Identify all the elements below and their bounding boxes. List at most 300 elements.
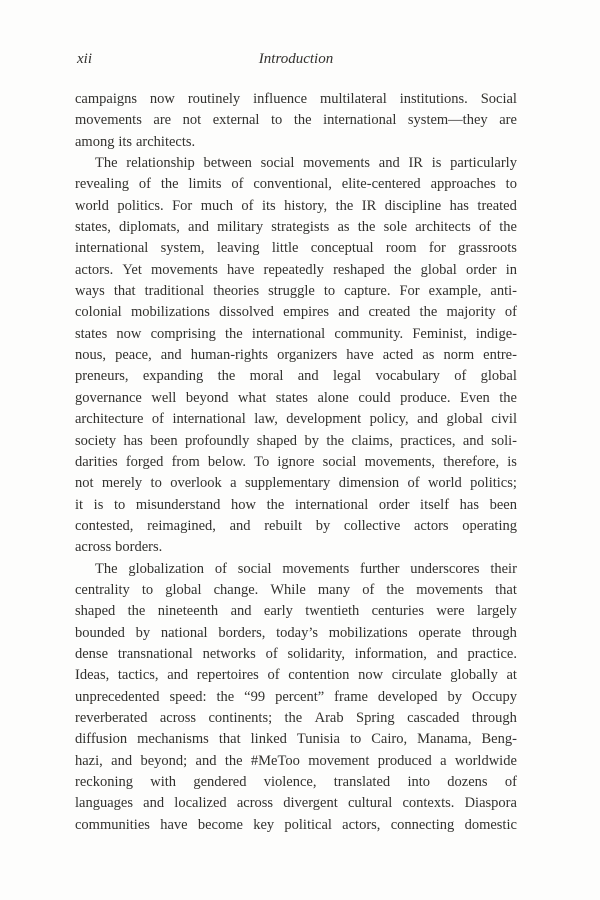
word: were — [436, 603, 465, 620]
word: Beng- — [481, 731, 517, 748]
word: and — [143, 795, 165, 812]
word: what — [238, 389, 267, 406]
word: the — [419, 304, 438, 321]
word: to — [150, 475, 162, 492]
word: misunderstand — [135, 496, 221, 513]
text-line — [75, 601, 517, 622]
word: the — [160, 176, 179, 193]
word: violence, — [263, 774, 317, 790]
word: revealing — [75, 176, 129, 193]
word: have — [346, 347, 374, 364]
word: policy, — [369, 411, 409, 428]
text-line — [75, 366, 517, 387]
word: information, — [354, 645, 427, 662]
word: actors. — [75, 261, 114, 278]
word: claims, — [351, 432, 393, 449]
word: Diaspora — [464, 795, 517, 812]
word: Spring — [356, 709, 395, 726]
word: circulate — [391, 667, 442, 684]
word: Feminist, — [412, 325, 467, 342]
word: of — [504, 304, 517, 321]
word: percent” — [275, 688, 325, 705]
word: solidarity, — [287, 645, 345, 662]
word: alone — [317, 389, 349, 406]
word: approaches — [430, 176, 496, 193]
word: bounded — [75, 624, 125, 641]
word: elite-centered — [341, 176, 421, 193]
text-line — [75, 708, 517, 729]
word: social — [322, 453, 357, 470]
word: not — [182, 112, 202, 129]
word: for — [428, 240, 446, 257]
word: world — [427, 475, 462, 492]
word: movements — [75, 112, 142, 129]
word: movements — [303, 155, 371, 172]
word: by — [304, 432, 319, 449]
word: colonial — [75, 304, 122, 321]
word: states — [275, 389, 308, 406]
word: tactics, — [117, 667, 159, 684]
word: shaped — [75, 603, 116, 620]
word: overlook — [170, 475, 222, 492]
word: the — [393, 261, 412, 278]
word: actors, — [342, 816, 381, 833]
word: campaigns — [75, 91, 138, 107]
word: beyond; — [140, 752, 188, 769]
word: international — [323, 112, 397, 129]
word: and — [417, 411, 439, 428]
word: global — [480, 368, 517, 385]
text-line — [75, 495, 517, 516]
word: states — [75, 325, 108, 342]
word: collective — [343, 517, 401, 534]
word: operate — [418, 624, 462, 641]
word: the — [225, 325, 243, 342]
word: civil — [491, 411, 517, 428]
word: society — [75, 432, 117, 449]
text-line — [75, 644, 517, 665]
word: borders. — [115, 539, 163, 556]
word: the — [284, 709, 303, 726]
word: The — [95, 155, 118, 172]
page-body — [75, 89, 517, 836]
word: social — [260, 155, 295, 172]
word: institutions. — [399, 91, 468, 107]
word: politics. — [117, 197, 164, 214]
text-line — [75, 687, 517, 708]
text-line — [75, 452, 517, 473]
word: has — [123, 432, 143, 449]
word: has — [459, 496, 479, 513]
word: that — [113, 283, 136, 300]
word: of — [231, 176, 244, 193]
page-header — [75, 49, 517, 69]
word: political — [284, 816, 332, 833]
word: from — [171, 453, 200, 470]
word: strategists — [271, 219, 330, 236]
word: acted — [382, 347, 414, 364]
word: entre- — [483, 347, 517, 364]
word: Social — [480, 91, 517, 107]
word: through — [471, 709, 517, 726]
word: of — [214, 560, 227, 577]
word: and — [167, 667, 189, 684]
word: mobilizations — [328, 624, 408, 641]
word: been — [150, 432, 178, 449]
word: of — [241, 197, 254, 214]
text-line — [75, 431, 517, 452]
word: global — [165, 581, 202, 598]
word: as — [337, 219, 350, 236]
word: development — [286, 411, 362, 428]
word: that — [495, 581, 517, 598]
word: global — [446, 411, 483, 428]
word: influence — [253, 91, 308, 107]
word: today’s — [276, 624, 319, 641]
word: and — [462, 432, 484, 449]
word: the — [216, 688, 235, 705]
word: architects. — [135, 133, 196, 150]
word: social — [237, 560, 272, 577]
word: the — [499, 219, 517, 236]
word: and — [378, 155, 400, 172]
word: mechanisms — [137, 731, 209, 748]
word: traditional — [144, 283, 205, 300]
word: cultural — [347, 795, 393, 812]
word: forged — [125, 453, 164, 470]
word: ways — [75, 283, 105, 300]
word: and — [160, 347, 182, 364]
word: Manama, — [417, 731, 472, 748]
word: through — [471, 624, 517, 641]
word: now — [149, 91, 175, 107]
text-line — [75, 302, 517, 323]
word: to — [270, 112, 283, 129]
word: by — [447, 688, 462, 705]
word: darities — [75, 453, 118, 470]
word: order — [378, 496, 410, 513]
text-line — [75, 729, 517, 750]
word: While — [270, 581, 306, 598]
word: diffusion — [75, 731, 128, 748]
word: developed — [377, 688, 438, 705]
word: vocabulary — [375, 368, 440, 385]
text-line — [75, 409, 517, 430]
word: international — [75, 240, 149, 257]
text-line — [75, 89, 517, 110]
word: continents; — [208, 709, 273, 726]
word: domestic — [464, 816, 517, 833]
word: of — [267, 667, 280, 684]
word: to — [323, 283, 336, 300]
word: grassroots — [458, 240, 517, 257]
word: international — [294, 496, 369, 513]
word: are — [499, 112, 517, 129]
word: localized — [174, 795, 227, 812]
word: therefore, — [443, 453, 500, 470]
word: the — [224, 752, 243, 769]
word: architects — [415, 219, 471, 236]
word: Arab — [314, 709, 344, 726]
word: nineteenth — [157, 603, 219, 620]
word: the — [357, 219, 376, 236]
word: the — [326, 432, 345, 449]
word: states, — [75, 219, 111, 236]
word: the — [127, 603, 146, 620]
word: cascaded — [407, 709, 460, 726]
word: soli- — [491, 432, 517, 449]
word: reckoning — [75, 774, 133, 790]
word: well — [151, 389, 177, 406]
word: dimension — [338, 475, 400, 492]
word: of — [138, 176, 151, 193]
text-line — [75, 345, 517, 366]
word: expanding — [142, 368, 204, 385]
word: contention — [288, 667, 350, 684]
word: worldwide — [454, 752, 517, 769]
text-line — [75, 196, 517, 217]
text-line — [75, 793, 517, 814]
word: largely — [476, 603, 517, 620]
word: and — [229, 517, 251, 534]
word: Tunisia — [296, 731, 340, 748]
word: has — [449, 197, 469, 214]
word: capture. — [344, 283, 391, 300]
word: order — [465, 261, 497, 278]
word: human-rights — [190, 347, 269, 364]
word: centrality — [75, 581, 130, 598]
word: mobilizations — [130, 304, 210, 321]
word: operating — [462, 517, 517, 534]
word: dense — [75, 645, 109, 662]
word: by — [315, 517, 331, 534]
word: is — [431, 155, 442, 172]
word: hazi, — [75, 752, 103, 769]
word: is — [507, 453, 517, 470]
word: merely — [101, 475, 143, 492]
word: the — [499, 389, 517, 406]
word: by — [135, 624, 151, 641]
word: movements — [282, 560, 350, 577]
word: globally — [450, 667, 498, 684]
word: particularly — [450, 155, 517, 172]
word: actors — [413, 517, 449, 534]
text-line — [75, 815, 517, 836]
word: connecting — [390, 816, 455, 833]
text-line — [75, 260, 517, 281]
word: how — [231, 496, 257, 513]
word: repertoires — [196, 667, 259, 684]
word: practices, — [400, 432, 456, 449]
word: could — [358, 389, 391, 406]
word: frame — [334, 688, 368, 705]
word: “99 — [244, 688, 266, 705]
word: diplomats, — [119, 219, 180, 236]
word: now — [116, 325, 142, 342]
word: of — [407, 475, 420, 492]
word: languages — [75, 795, 133, 812]
word: at — [506, 667, 517, 684]
text-line — [75, 751, 517, 772]
word: legal — [333, 368, 362, 385]
word: are — [153, 112, 172, 129]
text-line — [75, 516, 517, 537]
word: of — [504, 774, 517, 790]
word: not — [75, 475, 94, 492]
word: comprising — [150, 325, 216, 342]
word: itself — [420, 496, 450, 513]
word: Even — [459, 389, 490, 406]
text-line — [75, 559, 517, 580]
word: the — [266, 496, 285, 513]
word: of — [454, 368, 467, 385]
word: borders, — [218, 624, 266, 641]
word: struggle — [268, 283, 315, 300]
word: to — [505, 176, 517, 193]
page-number: xii — [77, 51, 92, 67]
word: and — [188, 219, 209, 236]
word: sole — [383, 219, 408, 236]
word: it — [75, 496, 84, 513]
word: that — [218, 731, 241, 748]
word: the — [217, 368, 236, 385]
word: of — [478, 219, 492, 236]
word: practice. — [467, 645, 517, 662]
word: underscores — [410, 560, 480, 577]
word: of — [151, 411, 164, 428]
text-line — [75, 324, 517, 345]
word: governance — [75, 389, 142, 406]
word: peace, — [115, 347, 152, 364]
word: created — [368, 304, 411, 321]
word: reverberated — [75, 709, 148, 726]
word: change. — [213, 581, 259, 598]
word: international — [172, 411, 246, 428]
word: supplementary — [244, 475, 331, 492]
word: repeatedly — [263, 261, 324, 278]
word: shaped — [256, 432, 298, 449]
word: room — [385, 240, 417, 257]
word: now — [358, 667, 384, 684]
word: discipline — [384, 197, 442, 214]
word: a — [440, 752, 447, 769]
word: contested, — [75, 517, 134, 534]
word: their — [490, 560, 517, 577]
word: movements — [151, 261, 218, 278]
word: a — [230, 475, 237, 492]
word: politics; — [470, 475, 517, 492]
running-head: Introduction — [258, 51, 334, 67]
word: example, — [428, 283, 482, 300]
word: little — [271, 240, 299, 257]
word: been — [489, 496, 517, 513]
word: community. — [334, 325, 404, 342]
text-line — [75, 665, 517, 686]
word: reimagined, — [147, 517, 216, 534]
word: of — [265, 645, 278, 662]
word: its — [118, 133, 133, 150]
word: among — [75, 133, 115, 150]
word: leaving — [216, 240, 260, 257]
word: communities — [75, 816, 150, 833]
word: early — [263, 603, 293, 620]
text-line — [75, 388, 517, 409]
word: have — [227, 261, 255, 278]
word: majority — [446, 304, 496, 321]
word: system, — [160, 240, 205, 257]
text-line — [75, 174, 517, 195]
word: indige- — [475, 325, 517, 342]
text-line — [75, 110, 517, 131]
word: across — [236, 795, 274, 812]
word: IR — [408, 155, 423, 172]
word: between — [203, 155, 252, 172]
word: contexts. — [402, 795, 455, 812]
text-line — [75, 238, 517, 259]
word: divergent — [283, 795, 338, 812]
word: and — [111, 752, 133, 769]
word: translated — [333, 774, 391, 790]
word: across — [159, 709, 197, 726]
word: produced — [377, 752, 432, 769]
word: routinely — [187, 91, 241, 107]
word: key — [253, 816, 275, 833]
word: Yet — [122, 261, 142, 278]
word: and — [338, 304, 360, 321]
word: system—they — [407, 112, 488, 129]
word: movement — [308, 752, 370, 769]
word: law, — [254, 411, 278, 428]
word: external — [212, 112, 260, 129]
word: conventional, — [253, 176, 332, 193]
word: limits — [188, 176, 222, 193]
word: world — [75, 197, 109, 214]
text-line — [75, 772, 517, 793]
word: treated — [477, 197, 517, 214]
word: profoundly — [184, 432, 250, 449]
word: beyond — [185, 389, 229, 406]
word: #MeToo — [250, 752, 300, 769]
word: transnational — [117, 645, 193, 662]
word: the — [386, 581, 405, 598]
word: The — [95, 560, 118, 577]
text-line — [75, 537, 517, 558]
word: empires — [283, 304, 330, 321]
word: and — [436, 645, 458, 662]
word: Ideas, — [75, 667, 110, 684]
word: theories — [213, 283, 260, 300]
word: global — [420, 261, 457, 278]
text-line — [75, 217, 517, 238]
word: and — [230, 603, 252, 620]
word: produce. — [400, 389, 451, 406]
word: centuries — [371, 603, 424, 620]
word: unprecedented — [75, 688, 160, 705]
word: architecture — [75, 411, 144, 428]
word: further — [360, 560, 400, 577]
word: relationship — [126, 155, 195, 172]
word: Cairo, — [371, 731, 408, 748]
word: dissolved — [219, 304, 274, 321]
word: and — [195, 752, 217, 769]
word: history, — [284, 197, 328, 214]
word: the — [335, 197, 354, 214]
text-line — [75, 281, 517, 302]
word: networks — [202, 645, 256, 662]
word: military — [217, 219, 264, 236]
word: much — [200, 197, 233, 214]
word: to — [113, 496, 126, 513]
